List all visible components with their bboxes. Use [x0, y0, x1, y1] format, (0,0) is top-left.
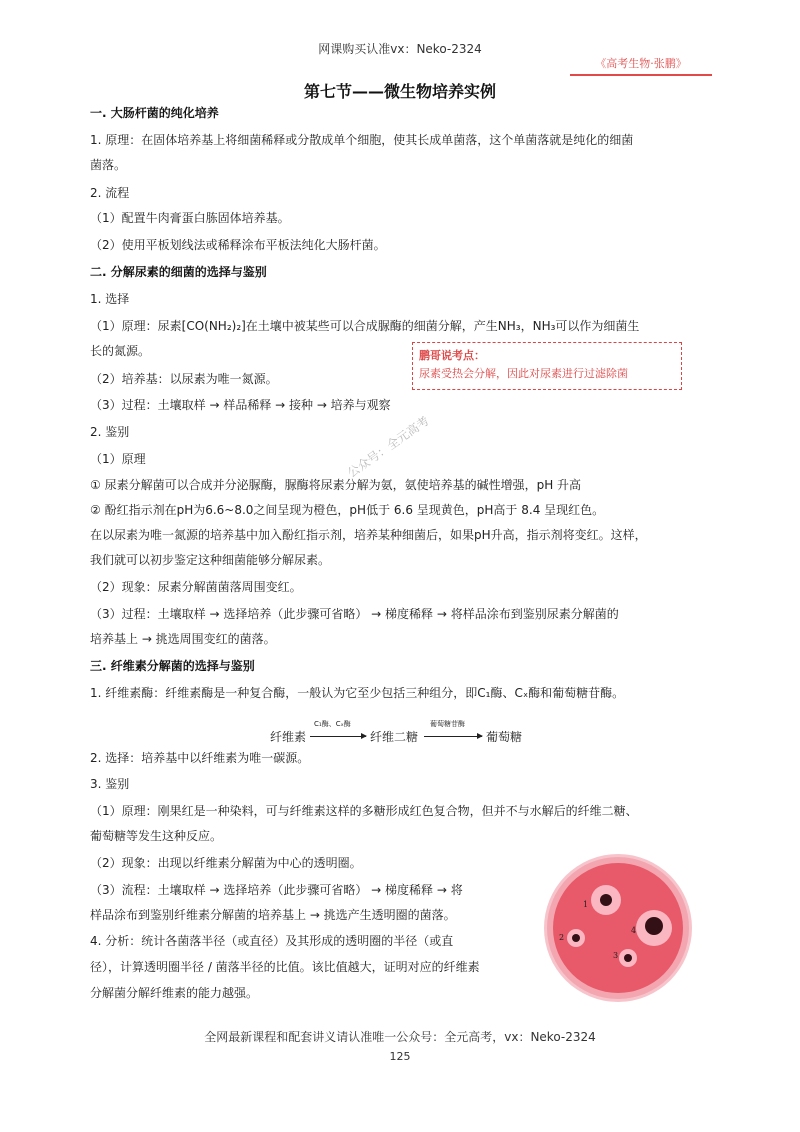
watermark-text: 公众号：全元高考: [344, 413, 432, 481]
reaction-enzyme-1: C₁酶、Cₓ酶: [314, 720, 351, 728]
footer-note: 全网最新课程和配套讲义请认准唯一公众号：全元高考，vx：Neko-2324: [204, 1030, 596, 1044]
s3-analysis-line1: 4. 分析：统计各菌落半径（或直径）及其形成的透明圈的半径（或直: [90, 934, 454, 948]
reaction-enzyme-2: 葡萄糖苷酶: [430, 720, 465, 728]
reaction-arrow-1: [310, 736, 366, 737]
s3-flow-line1: （3）流程：土壤取样 → 选择培养（此步骤可省略） → 梯度稀释 → 将: [90, 883, 463, 897]
s2-process2-line2: 培养基上 → 挑选周围变红的菌落。: [90, 632, 276, 646]
exam-tip-box: [412, 342, 682, 390]
reaction-cellulose: 纤维素: [270, 730, 307, 744]
colony-4: [645, 917, 663, 935]
reaction-arrow-2: [424, 736, 482, 737]
s1-flow: 2. 流程: [90, 186, 130, 200]
page-number: 125: [389, 1050, 411, 1063]
reaction-glucose: 葡萄糖: [486, 730, 523, 744]
series-tag: 《高考生物·张鹏》: [570, 54, 712, 76]
s3-principle-line1: （1）原理：刚果红是一种染料，可与纤维素这样的多糖形成红色复合物，但并不与水解后的纤维二糖、: [90, 804, 638, 818]
s1-principle-line2: 菌落。: [90, 158, 127, 172]
petri-dish-medium: [553, 863, 683, 993]
exam-tip-title: 鹏哥说考点：: [419, 349, 485, 362]
s1-principle-line1: 1. 原理：在固体培养基上将细菌稀释或分散成单个细胞，使其长成单菌落，这个单菌落就是纯化的细菌: [90, 133, 634, 147]
s3-analysis-line2: 径），计算透明圈半径 / 菌落半径的比值。该比值越大，证明对应的纤维素: [90, 960, 480, 974]
petri-dish-image: [547, 857, 689, 999]
s3-enzyme: 1. 纤维素酶：纤维素酶是一种复合酶，一般认为它至少包括三种组分，即C₁酶、Cₓ酶和葡萄糖苷酶。: [90, 686, 625, 700]
page-title: 第七节——微生物培养实例: [303, 82, 496, 101]
exam-tip-body: 尿素受热会分解，因此对尿素进行过滤除菌: [419, 367, 628, 380]
s2-identify-principle: （1）原理: [90, 452, 146, 466]
section-2-heading: 二. 分解尿素的细菌的选择与鉴别: [90, 265, 267, 279]
colony-2: [572, 934, 580, 942]
s2-medium: （2）培养基：以尿素为唯一氮源。: [90, 372, 278, 386]
s3-identify: 3. 鉴别: [90, 777, 130, 791]
s1-flow-step1: （1）配置牛肉膏蛋白胨固体培养基。: [90, 211, 290, 225]
s2-identify: 2. 鉴别: [90, 425, 130, 439]
s2-select: 1. 选择: [90, 292, 130, 306]
s2-principle-line1: （1）原理：尿素[CO(NH₂)₂]在土壤中被某些可以合成脲酶的细菌分解，产生NH₃，NH₃可以作为细菌生: [90, 319, 640, 333]
colony-label-2: 2: [559, 933, 565, 942]
colony-3: [624, 954, 632, 962]
s2-process2-line1: （3）过程：土壤取样 → 选择培养（此步骤可省略） → 梯度稀释 → 将样品涂布到鉴别尿素分解菌的: [90, 607, 619, 621]
s2-explain-line2: 我们就可以初步鉴定这种细菌能够分解尿素。: [90, 553, 331, 567]
colony-label-1: 1: [583, 900, 589, 909]
s2-point-2: ② 酚红指示剂在pH为6.6~8.0之间呈现为橙色，pH低于 6.6 呈现黄色，pH高于 8.4 呈现红色。: [90, 503, 605, 517]
reaction-cellobiose: 纤维二糖: [370, 730, 419, 744]
section-1-heading: 一. 大肠杆菌的纯化培养: [90, 106, 219, 120]
s2-explain-line1: 在以尿素为唯一氮源的培养基中加入酚红指示剂，培养某种细菌后，如果pH升高，指示剂将变红。这样，: [90, 528, 647, 542]
s3-flow-line2: 样品涂布到鉴别纤维素分解菌的培养基上 → 挑选产生透明圈的菌落。: [90, 908, 456, 922]
s2-point-1: ① 尿素分解菌可以合成并分泌脲酶，脲酶将尿素分解为氨，氨使培养基的碱性增强，pH 升高: [90, 478, 582, 492]
header-note: 网课购买认准vx：Neko-2324: [318, 42, 482, 56]
s3-select: 2. 选择：培养基中以纤维素为唯一碳源。: [90, 751, 310, 765]
s2-process: （3）过程：土壤取样 → 样品稀释 → 接种 → 培养与观察: [90, 398, 391, 412]
s3-principle-line2: 葡萄糖等发生这种反应。: [90, 829, 223, 843]
s1-flow-step2: （2）使用平板划线法或稀释涂布平板法纯化大肠杆菌。: [90, 238, 386, 252]
colony-label-3: 3: [613, 951, 619, 960]
s2-principle-line2: 长的氮源。: [90, 344, 151, 358]
colony-1: [600, 894, 612, 906]
colony-label-4: 4: [631, 926, 637, 935]
s3-analysis-line3: 分解菌分解纤维素的能力越强。: [90, 986, 259, 1000]
reaction-equation: [270, 719, 530, 749]
s3-phenomenon: （2）现象：出现以纤维素分解菌为中心的透明圈。: [90, 856, 362, 870]
s2-phenomenon: （2）现象：尿素分解菌菌落周围变红。: [90, 580, 302, 594]
section-3-heading: 三. 纤维素分解菌的选择与鉴别: [90, 659, 255, 673]
